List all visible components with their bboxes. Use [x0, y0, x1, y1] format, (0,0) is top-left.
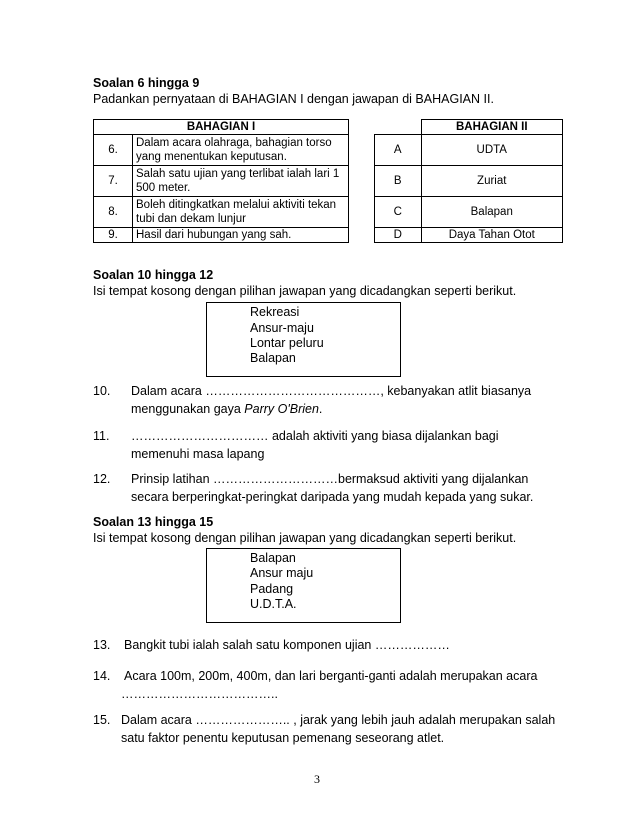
question-line2: memenuhi masa lapang	[131, 447, 265, 461]
options-box-1	[206, 302, 401, 377]
question-number: 10.	[93, 384, 111, 398]
question-line1: Dalam acara ……………………………………, kebanyakan atlit biasanya	[131, 384, 532, 398]
section2-heading: Soalan 10 hingga 12	[93, 268, 214, 282]
part2-header: BAHAGIAN II	[421, 120, 563, 135]
part1-table	[93, 119, 349, 243]
table-row	[94, 166, 349, 197]
section3-instruction: Isi tempat kosong dengan pilihan jawapan yang dicadangkan seperti berikut.	[93, 531, 517, 545]
question-line2	[131, 400, 322, 418]
question-line1: Prinsip latihan …………………………bermaksud aktiviti yang dijalankan	[131, 472, 529, 486]
row-letter: D	[375, 228, 422, 243]
question-line1: Acara 100m, 200m, 400m, dan lari berganti-ganti adalah merupakan acara	[124, 669, 538, 683]
question-11	[93, 427, 563, 463]
section2-instruction: Isi tempat kosong dengan pilihan jawapan yang dicadangkan seperti berikut.	[93, 284, 517, 298]
question-15	[93, 711, 568, 747]
row-number: 7.	[94, 166, 133, 197]
row-number: 6.	[94, 135, 133, 166]
question-line2: secara berperingkat-peringkat daripada yang mudah kepada yang sukar.	[131, 490, 534, 504]
row-number: 8.	[94, 197, 133, 228]
option-item: U.D.T.A.	[250, 597, 297, 611]
option-item: Ansur-maju	[250, 321, 314, 335]
blank-cell	[375, 120, 422, 135]
row-number: 9.	[94, 228, 133, 243]
table-row	[375, 166, 563, 197]
row-text: Daya Tahan Otot	[421, 228, 563, 243]
question-number: 13.	[93, 638, 111, 652]
table-row	[94, 228, 349, 243]
question-line1: Dalam acara ………………….. , jarak yang lebih jauh adalah merupakan salah	[121, 713, 556, 727]
table-row	[375, 197, 563, 228]
question-10	[93, 382, 563, 418]
option-item: Balapan	[250, 551, 296, 565]
question-line1: …………………………… adalah aktiviti yang biasa dijalankan bagi	[131, 429, 499, 443]
question-12	[93, 470, 563, 506]
question-number: 11.	[93, 429, 110, 443]
question-line1: Bangkit tubi ialah salah satu komponen ujian ………………	[124, 638, 450, 652]
line2-italic: Parry O'Brien	[244, 402, 319, 416]
option-item: Lontar peluru	[250, 336, 324, 350]
table-row	[94, 197, 349, 228]
question-number: 14.	[93, 669, 111, 683]
table-row	[94, 135, 349, 166]
row-letter: A	[375, 135, 422, 166]
question-number: 15.	[93, 713, 111, 727]
option-item: Rekreasi	[250, 305, 300, 319]
question-number: 12.	[93, 472, 111, 486]
row-letter: C	[375, 197, 422, 228]
options-box-2	[206, 548, 401, 623]
line2-post: .	[318, 402, 323, 416]
page-number: 3	[314, 772, 320, 786]
section3-heading: Soalan 13 hingga 15	[93, 515, 214, 529]
table-row	[375, 135, 563, 166]
row-text: Balapan	[421, 197, 563, 228]
row-text: UDTA	[421, 135, 563, 166]
row-text: Zuriat	[421, 166, 563, 197]
table-row	[375, 228, 563, 243]
row-text: Boleh ditingkatkan melalui aktiviti tekan tubi dan dekam lunjur	[133, 197, 349, 228]
question-13	[93, 636, 563, 654]
option-item: Balapan	[250, 351, 296, 365]
question-line2: satu faktor penentu keputusan pemenang seseorang atlet.	[121, 731, 445, 745]
question-line2: ………………………………..	[121, 687, 278, 701]
row-text: Dalam acara olahraga, bahagian torso yang menentukan keputusan.	[133, 135, 349, 166]
part1-header: BAHAGIAN I	[94, 120, 349, 135]
option-item: Padang	[250, 582, 294, 596]
section1-instruction: Padankan pernyataan di BAHAGIAN I dengan jawapan di BAHAGIAN II.	[93, 92, 494, 106]
row-text: Hasil dari hubungan yang sah.	[133, 228, 349, 243]
section1-heading: Soalan 6 hingga 9	[93, 76, 200, 90]
row-letter: B	[375, 166, 422, 197]
line2-text: menggunakan gaya	[131, 402, 245, 416]
question-14	[93, 667, 563, 703]
row-text: Salah satu ujian yang terlibat ialah lari 1 500 meter.	[133, 166, 349, 197]
part2-table	[374, 119, 563, 243]
option-item: Ansur maju	[250, 566, 314, 580]
